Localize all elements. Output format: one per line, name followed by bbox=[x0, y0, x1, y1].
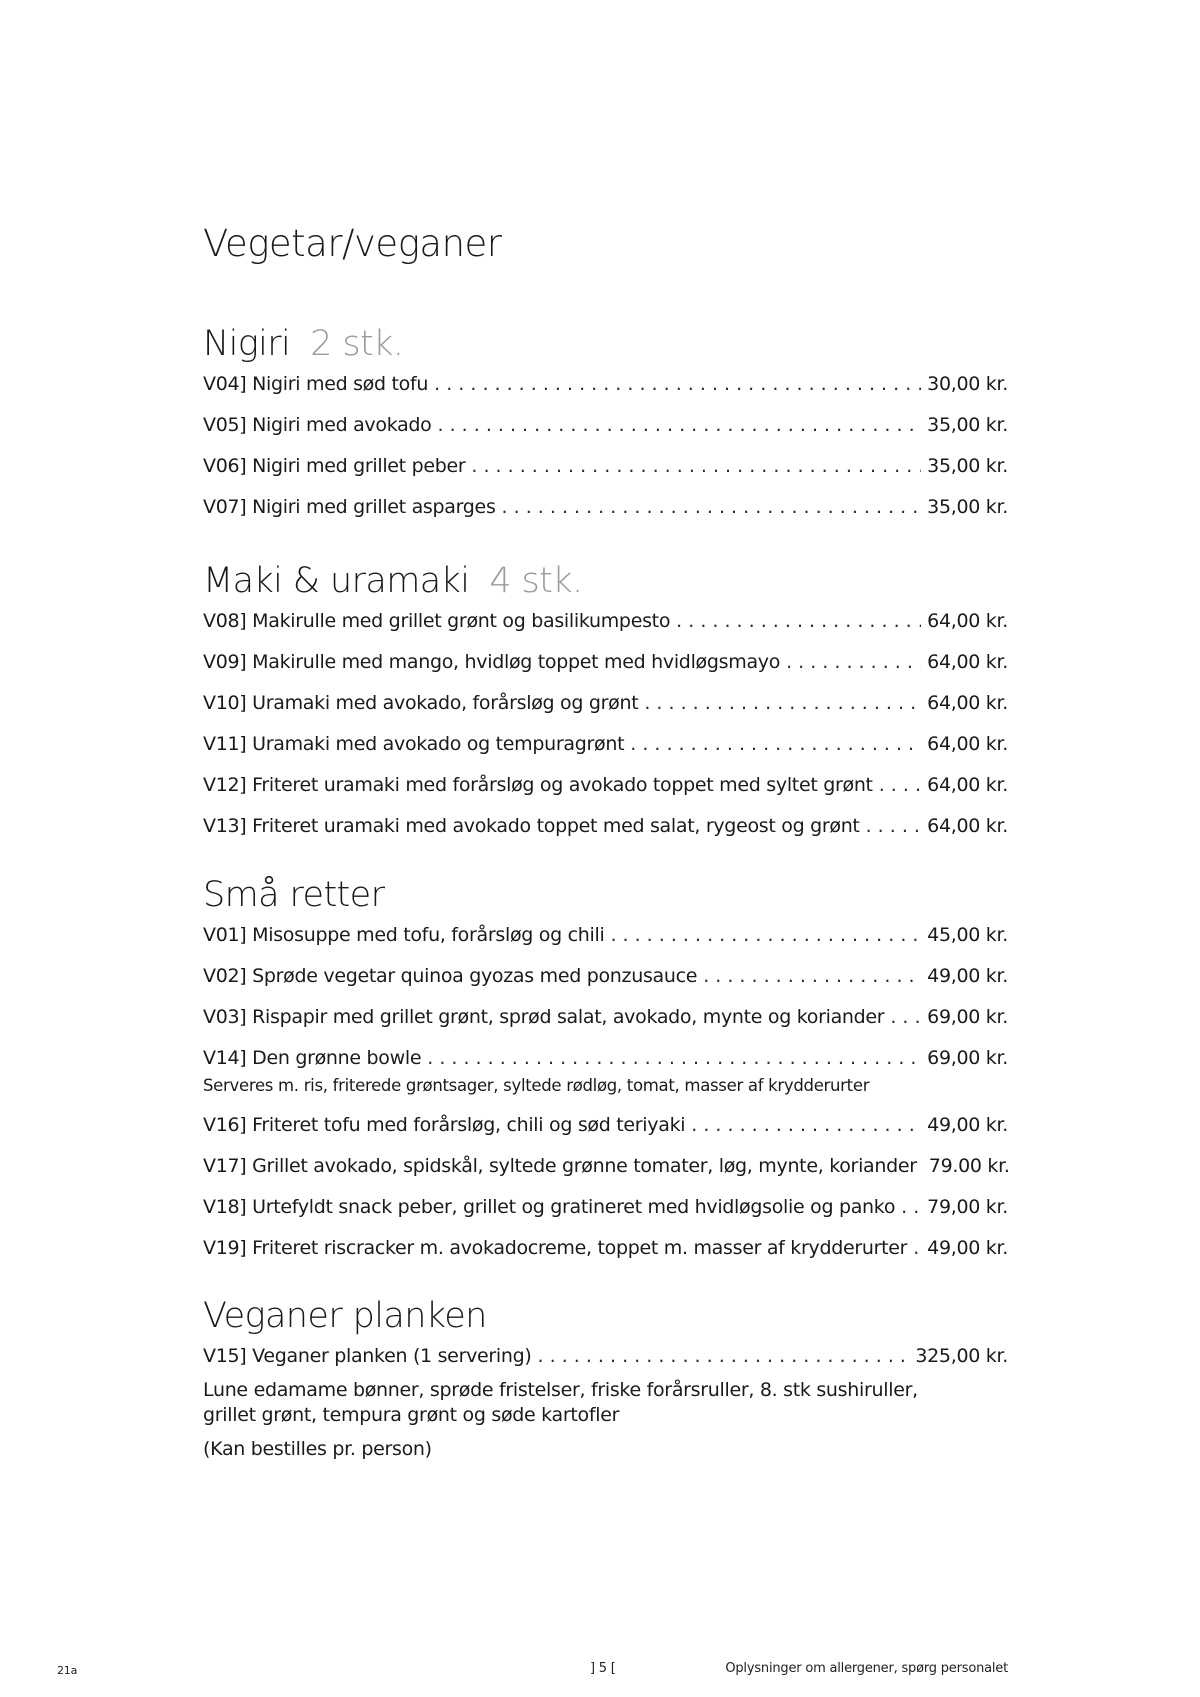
section-title-text: Små retter bbox=[203, 875, 385, 915]
menu-item bbox=[203, 1345, 1008, 1375]
dot-leader bbox=[890, 1006, 921, 1028]
section-nigiri bbox=[203, 324, 1008, 537]
item-price: 49,00 kr. bbox=[927, 965, 1008, 987]
item-price: 325,00 kr. bbox=[915, 1345, 1008, 1367]
section-title-text: Veganer planken bbox=[203, 1296, 487, 1336]
dot-leader bbox=[913, 1237, 921, 1259]
dot-leader bbox=[538, 1345, 910, 1367]
item-name: V04] Nigiri med sød tofu bbox=[203, 373, 429, 395]
dot-leader bbox=[644, 692, 921, 714]
item-note: Serveres m. ris, friterede grøntsager, syltede rødløg, tomat, masser af krydderurter bbox=[203, 1076, 870, 1095]
menu-item bbox=[203, 651, 1008, 692]
item-price: 35,00 kr. bbox=[927, 496, 1008, 518]
section-title bbox=[203, 1296, 1008, 1336]
menu-item bbox=[203, 924, 1008, 965]
item-price: 64,00 kr. bbox=[927, 733, 1008, 755]
footer-page-number: ] 5 [ bbox=[590, 1661, 616, 1676]
menu-item bbox=[203, 692, 1008, 733]
item-price: 79.00 kr. bbox=[928, 1155, 1010, 1177]
dot-leader bbox=[879, 774, 921, 796]
menu-item bbox=[203, 733, 1008, 774]
menu-item bbox=[203, 1114, 1008, 1155]
menu-item bbox=[203, 815, 1008, 856]
item-description-note: (Kan bestilles pr. person) bbox=[203, 1438, 432, 1460]
dot-leader bbox=[866, 815, 922, 837]
section-title bbox=[203, 875, 1008, 915]
item-price: 69,00 kr. bbox=[927, 1047, 1008, 1069]
item-name: V15] Veganer planken (1 servering) bbox=[203, 1345, 532, 1367]
menu-item bbox=[203, 1196, 1008, 1237]
item-name: V07] Nigiri med grillet asparges bbox=[203, 496, 496, 518]
item-name: V16] Friteret tofu med forårsløg, chili og sød teriyaki bbox=[203, 1114, 686, 1136]
menu-item bbox=[203, 414, 1008, 455]
item-price: 30,00 kr. bbox=[927, 373, 1008, 395]
item-name: V01] Misosuppe med tofu, forårsløg og chili bbox=[203, 924, 605, 946]
page-title: Vegetar/veganer bbox=[203, 222, 502, 265]
section-maki-uramaki bbox=[203, 561, 1008, 856]
item-price: 49,00 kr. bbox=[927, 1114, 1008, 1136]
item-name: V09] Makirulle med mango, hvidløg toppet med hvidløgsmayo bbox=[203, 651, 781, 673]
menu-item bbox=[203, 610, 1008, 651]
dot-leader bbox=[630, 733, 921, 755]
item-price: 64,00 kr. bbox=[927, 610, 1008, 632]
item-name: V02] Sprøde vegetar quinoa gyozas med ponzusauce bbox=[203, 965, 698, 987]
item-price: 64,00 kr. bbox=[927, 692, 1008, 714]
item-price: 35,00 kr. bbox=[927, 414, 1008, 436]
section-count: 4 stk. bbox=[489, 561, 583, 601]
item-price: 45,00 kr. bbox=[927, 924, 1008, 946]
item-name: V06] Nigiri med grillet peber bbox=[203, 455, 466, 477]
item-price: 64,00 kr. bbox=[927, 774, 1008, 796]
item-name: V08] Makirulle med grillet grønt og basilikumpesto bbox=[203, 610, 671, 632]
item-name: V13] Friteret uramaki med avokado toppet med salat, rygeost og grønt bbox=[203, 815, 860, 837]
item-name: V19] Friteret riscracker m. avokadocreme, toppet m. masser af krydderurter bbox=[203, 1237, 908, 1259]
dot-leader bbox=[676, 610, 921, 632]
item-price: 79,00 kr. bbox=[927, 1196, 1008, 1218]
item-name: V14] Den grønne bowle bbox=[203, 1047, 422, 1069]
menu-item bbox=[203, 455, 1008, 496]
dot-leader bbox=[901, 1196, 921, 1218]
dot-leader bbox=[434, 373, 921, 395]
footer-allergen-note: Oplysninger om allergener, spørg personalet bbox=[725, 1661, 1008, 1676]
item-name: V10] Uramaki med avokado, forårsløg og grønt bbox=[203, 692, 639, 714]
section-title bbox=[203, 324, 1008, 364]
dot-leader bbox=[786, 651, 921, 673]
section-count: 2 stk. bbox=[310, 324, 404, 364]
item-name: V17] Grillet avokado, spidskål, syltede grønne tomater, løg, mynte, koriander bbox=[203, 1155, 917, 1177]
item-price: 69,00 kr. bbox=[927, 1006, 1008, 1028]
item-price: 64,00 kr. bbox=[927, 651, 1008, 673]
menu-item bbox=[203, 774, 1008, 815]
menu-item bbox=[203, 1006, 1008, 1047]
section-veganer-planken bbox=[203, 1296, 1008, 1460]
dot-leader bbox=[471, 455, 921, 477]
item-price: 35,00 kr. bbox=[927, 455, 1008, 477]
dot-leader bbox=[427, 1047, 921, 1069]
menu-item bbox=[203, 1047, 1008, 1074]
menu-item bbox=[203, 965, 1008, 1006]
item-name: V12] Friteret uramaki med forårsløg og avokado toppet med syltet grønt bbox=[203, 774, 873, 796]
item-name: V05] Nigiri med avokado bbox=[203, 414, 432, 436]
dot-leader bbox=[610, 924, 921, 946]
item-name: V03] Rispapir med grillet grønt, sprød salat, avokado, mynte og koriander bbox=[203, 1006, 885, 1028]
menu-item bbox=[203, 496, 1008, 537]
section-title-text: Nigiri bbox=[203, 324, 291, 364]
section-title bbox=[203, 561, 1008, 601]
section-title-text: Maki & uramaki bbox=[203, 561, 470, 601]
section-sma-retter bbox=[203, 875, 1008, 1278]
item-name: V18] Urtefyldt snack peber, grillet og gratineret med hvidløgsolie og panko bbox=[203, 1196, 896, 1218]
item-price: 64,00 kr. bbox=[927, 815, 1008, 837]
menu-item bbox=[203, 1155, 1008, 1196]
item-description: Lune edamame bønner, sprøde fristelser, friske forårsruller, 8. stk sushiruller, grillet grønt, tempura grønt og søde kartofler bbox=[203, 1379, 918, 1426]
menu-item bbox=[203, 1237, 1008, 1278]
dot-leader bbox=[691, 1114, 921, 1136]
item-price: 49,00 kr. bbox=[927, 1237, 1008, 1259]
item-name: V11] Uramaki med avokado og tempuragrønt bbox=[203, 733, 625, 755]
dot-leader bbox=[502, 496, 922, 518]
footer-code: 21a bbox=[57, 1664, 78, 1677]
dot-leader bbox=[438, 414, 922, 436]
dot-leader bbox=[703, 965, 921, 987]
menu-item bbox=[203, 373, 1008, 414]
